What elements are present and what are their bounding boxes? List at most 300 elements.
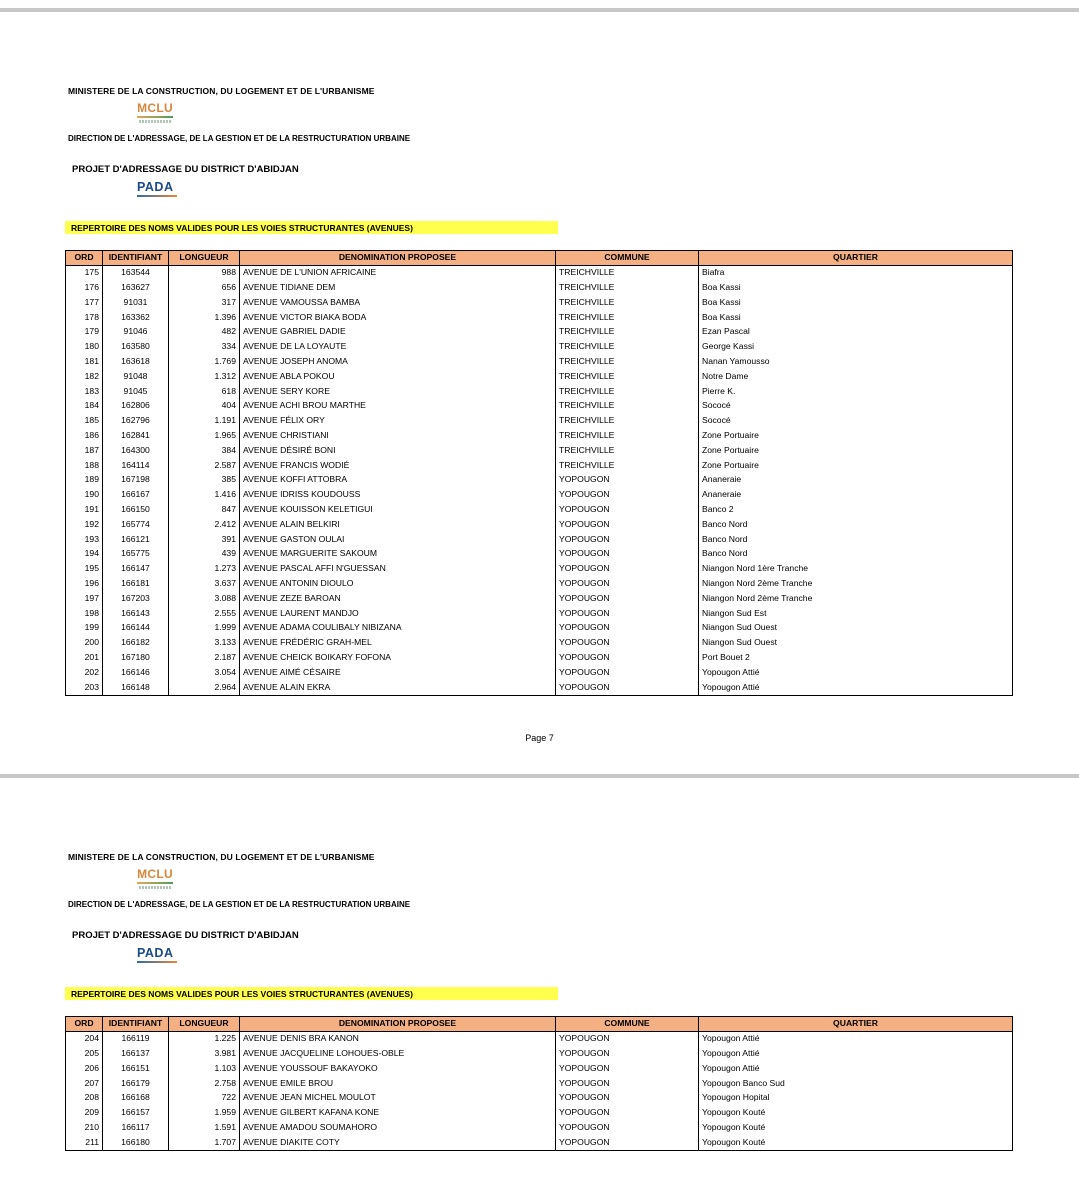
cell-denomination: AVENUE DE LA LOYAUTE	[240, 340, 556, 355]
cell-denomination: AVENUE DENIS BRA KANON	[240, 1031, 556, 1046]
table-row	[66, 1106, 1013, 1121]
cell-longueur: 1.416	[169, 488, 240, 503]
cell-ord: 186	[66, 429, 103, 444]
cell-identifiant: 166121	[103, 532, 169, 547]
cell-identifiant: 163580	[103, 340, 169, 355]
table-row	[66, 680, 1013, 695]
table-header-row	[66, 251, 1013, 266]
table-row	[66, 369, 1013, 384]
cell-ord: 195	[66, 562, 103, 577]
cell-longueur: 385	[169, 473, 240, 488]
cell-ord: 207	[66, 1076, 103, 1091]
cell-identifiant: 166137	[103, 1047, 169, 1062]
cell-denomination: AVENUE GILBERT KAFANA KONE	[240, 1106, 556, 1121]
cell-identifiant: 91046	[103, 325, 169, 340]
cell-commune: YOPOUGON	[556, 651, 699, 666]
cell-commune: TREICHVILLE	[556, 355, 699, 370]
table-row	[66, 414, 1013, 429]
cell-longueur: 2.587	[169, 458, 240, 473]
table-row	[66, 310, 1013, 325]
table-row	[66, 399, 1013, 414]
cell-ord: 188	[66, 458, 103, 473]
cell-ord: 204	[66, 1031, 103, 1046]
cell-identifiant: 91048	[103, 369, 169, 384]
cell-quartier: Boa Kassi	[699, 295, 1013, 310]
cell-denomination: AVENUE EMILE BROU	[240, 1076, 556, 1091]
col-header-identifiant: IDENTIFIANT	[103, 251, 169, 266]
cell-quartier: Port Bouet 2	[699, 651, 1013, 666]
cell-denomination: AVENUE VAMOUSSA BAMBA	[240, 295, 556, 310]
cell-denomination: AVENUE YOUSSOUF BAKAYOKO	[240, 1061, 556, 1076]
cell-ord: 201	[66, 651, 103, 666]
col-header-quartier: QUARTIER	[699, 251, 1013, 266]
cell-denomination: AVENUE KOUISSON KELETIGUI	[240, 503, 556, 518]
cell-denomination: AVENUE JEAN MICHEL MOULOT	[240, 1091, 556, 1106]
cell-identifiant: 91045	[103, 384, 169, 399]
cell-denomination: AVENUE FÉLIX ORY	[240, 414, 556, 429]
cell-denomination: AVENUE TIDIANE DEM	[240, 281, 556, 296]
cell-denomination: AVENUE AMADOU SOUMAHORO	[240, 1121, 556, 1136]
cell-quartier: Zone Portuaire	[699, 458, 1013, 473]
cell-denomination: AVENUE ABLA POKOU	[240, 369, 556, 384]
page-separator-top	[0, 8, 1079, 12]
table-row	[66, 340, 1013, 355]
table-row	[66, 384, 1013, 399]
table-row	[66, 532, 1013, 547]
cell-ord: 208	[66, 1091, 103, 1106]
table-row	[66, 562, 1013, 577]
cell-commune: YOPOUGON	[556, 488, 699, 503]
mclu-logo	[133, 867, 177, 889]
mclu-logo-bar	[137, 882, 173, 884]
col-header-identifiant: IDENTIFIANT	[103, 1017, 169, 1032]
mclu-logo-tagline	[139, 886, 171, 889]
cell-commune: TREICHVILLE	[556, 295, 699, 310]
cell-quartier: Yopougon Kouté	[699, 1106, 1013, 1121]
cell-longueur: 3.088	[169, 591, 240, 606]
cell-ord: 209	[66, 1106, 103, 1121]
cell-identifiant: 163362	[103, 310, 169, 325]
cell-longueur: 1.959	[169, 1106, 240, 1121]
cell-quartier: Zone Portuaire	[699, 429, 1013, 444]
mclu-logo-bar	[137, 116, 173, 118]
table-row	[66, 606, 1013, 621]
cell-longueur: 847	[169, 503, 240, 518]
cell-longueur: 2.555	[169, 606, 240, 621]
ministry-title: MINISTERE DE LA CONSTRUCTION, DU LOGEMENT ET DE L'URBANISME	[68, 86, 375, 96]
directory-banner: REPERTOIRE DES NOMS VALIDES POUR LES VOIES STRUCTURANTES (AVENUES)	[65, 221, 558, 234]
cell-denomination: AVENUE ZEZE BAROAN	[240, 591, 556, 606]
cell-quartier: Yopougon Attié	[699, 680, 1013, 695]
pada-logo	[137, 946, 181, 966]
cell-ord: 194	[66, 547, 103, 562]
cell-identifiant: 166182	[103, 636, 169, 651]
cell-quartier: Yopougon Attié	[699, 665, 1013, 680]
pada-logo-bar	[137, 961, 177, 963]
cell-ord: 177	[66, 295, 103, 310]
cell-denomination: AVENUE GABRIEL DADIE	[240, 325, 556, 340]
cell-commune: YOPOUGON	[556, 1121, 699, 1136]
cell-longueur: 1.312	[169, 369, 240, 384]
table-row	[66, 1047, 1013, 1062]
cell-commune: TREICHVILLE	[556, 414, 699, 429]
cell-denomination: AVENUE MARGUERITE SAKOUM	[240, 547, 556, 562]
cell-denomination: AVENUE AIMÉ CÉSAIRE	[240, 665, 556, 680]
cell-ord: 200	[66, 636, 103, 651]
cell-identifiant: 162841	[103, 429, 169, 444]
cell-identifiant: 162796	[103, 414, 169, 429]
cell-longueur: 2.412	[169, 517, 240, 532]
cell-commune: YOPOUGON	[556, 577, 699, 592]
cell-longueur: 1.965	[169, 429, 240, 444]
cell-ord: 211	[66, 1135, 103, 1150]
page-separator-middle	[0, 774, 1079, 778]
cell-longueur: 1.396	[169, 310, 240, 325]
cell-longueur: 2.758	[169, 1076, 240, 1091]
cell-denomination: AVENUE FRANCIS WODIÉ	[240, 458, 556, 473]
pada-logo	[137, 180, 181, 200]
cell-identifiant: 164300	[103, 443, 169, 458]
cell-identifiant: 163618	[103, 355, 169, 370]
table-row	[66, 1061, 1013, 1076]
col-header-denomination: DENOMINATION PROPOSEE	[240, 251, 556, 266]
table-row	[66, 1135, 1013, 1150]
cell-denomination: AVENUE ACHI BROU MARTHE	[240, 399, 556, 414]
cell-quartier: Banco Nord	[699, 517, 1013, 532]
cell-longueur: 1.707	[169, 1135, 240, 1150]
cell-identifiant: 163544	[103, 265, 169, 280]
cell-denomination: AVENUE JOSEPH ANOMA	[240, 355, 556, 370]
cell-commune: YOPOUGON	[556, 1135, 699, 1150]
cell-identifiant: 166143	[103, 606, 169, 621]
cell-identifiant: 167203	[103, 591, 169, 606]
mclu-logo-tagline	[139, 120, 171, 123]
cell-denomination: AVENUE PASCAL AFFI N'GUESSAN	[240, 562, 556, 577]
cell-longueur: 2.964	[169, 680, 240, 695]
cell-identifiant: 167198	[103, 473, 169, 488]
table-body-page-2	[66, 1031, 1013, 1150]
cell-longueur: 317	[169, 295, 240, 310]
table-row	[66, 651, 1013, 666]
table-row	[66, 636, 1013, 651]
cell-quartier: Yopougon Attié	[699, 1031, 1013, 1046]
cell-longueur: 334	[169, 340, 240, 355]
table-row	[66, 1076, 1013, 1091]
cell-quartier: Niangon Sud Est	[699, 606, 1013, 621]
pada-logo-text: PADA	[137, 180, 174, 194]
table-row	[66, 577, 1013, 592]
col-header-commune: COMMUNE	[556, 1017, 699, 1032]
cell-commune: YOPOUGON	[556, 1106, 699, 1121]
cell-ord: 196	[66, 577, 103, 592]
cell-commune: YOPOUGON	[556, 503, 699, 518]
cell-commune: TREICHVILLE	[556, 281, 699, 296]
cell-commune: YOPOUGON	[556, 1061, 699, 1076]
cell-commune: TREICHVILLE	[556, 429, 699, 444]
cell-commune: TREICHVILLE	[556, 369, 699, 384]
cell-longueur: 384	[169, 443, 240, 458]
table-row	[66, 458, 1013, 473]
cell-longueur: 2.187	[169, 651, 240, 666]
cell-ord: 192	[66, 517, 103, 532]
cell-denomination: AVENUE KOFFI ATTOBRA	[240, 473, 556, 488]
cell-longueur: 391	[169, 532, 240, 547]
table-row	[66, 325, 1013, 340]
cell-longueur: 1.225	[169, 1031, 240, 1046]
cell-ord: 206	[66, 1061, 103, 1076]
cell-quartier: Yopougon Hopital	[699, 1091, 1013, 1106]
cell-quartier: Niangon Nord 2ème Tranche	[699, 577, 1013, 592]
cell-longueur: 3.981	[169, 1047, 240, 1062]
table-row	[66, 488, 1013, 503]
cell-identifiant: 167180	[103, 651, 169, 666]
cell-quartier: Niangon Sud Ouest	[699, 636, 1013, 651]
cell-identifiant: 166167	[103, 488, 169, 503]
pada-logo-bar	[137, 195, 177, 197]
cell-denomination: AVENUE VICTOR BIAKA BODA	[240, 310, 556, 325]
cell-longueur: 3.637	[169, 577, 240, 592]
cell-quartier: Nanan Yamousso	[699, 355, 1013, 370]
cell-commune: TREICHVILLE	[556, 340, 699, 355]
table-row	[66, 429, 1013, 444]
cell-ord: 202	[66, 665, 103, 680]
cell-quartier: Banco 2	[699, 503, 1013, 518]
cell-ord: 184	[66, 399, 103, 414]
table-row	[66, 503, 1013, 518]
table-header-row	[66, 1017, 1013, 1032]
pada-logo-text: PADA	[137, 946, 174, 960]
cell-denomination: AVENUE IDRISS KOUDOUSS	[240, 488, 556, 503]
cell-denomination: AVENUE ADAMA COULIBALY NIBIZANA	[240, 621, 556, 636]
col-header-denomination: DENOMINATION PROPOSEE	[240, 1017, 556, 1032]
cell-longueur: 722	[169, 1091, 240, 1106]
cell-quartier: Sococé	[699, 414, 1013, 429]
cell-identifiant: 166146	[103, 665, 169, 680]
cell-denomination: AVENUE ALAIN EKRA	[240, 680, 556, 695]
cell-ord: 210	[66, 1121, 103, 1136]
cell-identifiant: 166147	[103, 562, 169, 577]
cell-longueur: 656	[169, 281, 240, 296]
cell-denomination: AVENUE DÉSIRÉ BONI	[240, 443, 556, 458]
cell-longueur: 1.999	[169, 621, 240, 636]
cell-ord: 182	[66, 369, 103, 384]
cell-quartier: Niangon Nord 2ème Tranche	[699, 591, 1013, 606]
table-row	[66, 1091, 1013, 1106]
cell-ord: 183	[66, 384, 103, 399]
cell-longueur: 988	[169, 265, 240, 280]
cell-longueur: 404	[169, 399, 240, 414]
col-header-ord: ORD	[66, 251, 103, 266]
cell-ord: 190	[66, 488, 103, 503]
cell-denomination: AVENUE FRÉDÉRIC GRAH-MEL	[240, 636, 556, 651]
cell-quartier: Niangon Sud Ouest	[699, 621, 1013, 636]
cell-quartier: Yopougon Banco Sud	[699, 1076, 1013, 1091]
cell-longueur: 3.133	[169, 636, 240, 651]
cell-identifiant: 166150	[103, 503, 169, 518]
cell-identifiant: 162806	[103, 399, 169, 414]
cell-ord: 189	[66, 473, 103, 488]
table-row	[66, 1121, 1013, 1136]
cell-commune: YOPOUGON	[556, 591, 699, 606]
table-row	[66, 355, 1013, 370]
cell-quartier: Sococé	[699, 399, 1013, 414]
cell-longueur: 1.191	[169, 414, 240, 429]
cell-quartier: George Kassi	[699, 340, 1013, 355]
mclu-logo-text: MCLU	[137, 101, 173, 115]
mclu-logo	[133, 101, 177, 123]
cell-longueur: 1.769	[169, 355, 240, 370]
directory-banner: REPERTOIRE DES NOMS VALIDES POUR LES VOIES STRUCTURANTES (AVENUES)	[65, 987, 558, 1000]
cell-longueur: 439	[169, 547, 240, 562]
cell-quartier: Banco Nord	[699, 547, 1013, 562]
table-row	[66, 547, 1013, 562]
cell-longueur: 1.103	[169, 1061, 240, 1076]
cell-quartier: Boa Kassi	[699, 310, 1013, 325]
cell-identifiant: 166151	[103, 1061, 169, 1076]
cell-commune: YOPOUGON	[556, 517, 699, 532]
cell-commune: YOPOUGON	[556, 1047, 699, 1062]
table-row	[66, 621, 1013, 636]
table-row	[66, 265, 1013, 280]
cell-quartier: Ananeraie	[699, 488, 1013, 503]
cell-commune: YOPOUGON	[556, 1076, 699, 1091]
cell-commune: YOPOUGON	[556, 562, 699, 577]
direction-title: DIRECTION DE L'ADRESSAGE, DE LA GESTION ET DE LA RESTRUCTURATION URBAINE	[68, 134, 411, 143]
cell-quartier: Ananeraie	[699, 473, 1013, 488]
table-row	[66, 1031, 1013, 1046]
cell-ord: 199	[66, 621, 103, 636]
cell-denomination: AVENUE ALAIN BELKIRI	[240, 517, 556, 532]
cell-ord: 205	[66, 1047, 103, 1062]
cell-denomination: AVENUE GASTON OULAI	[240, 532, 556, 547]
cell-commune: YOPOUGON	[556, 665, 699, 680]
cell-commune: YOPOUGON	[556, 547, 699, 562]
cell-denomination: AVENUE DIAKITE COTY	[240, 1135, 556, 1150]
cell-ord: 176	[66, 281, 103, 296]
cell-denomination: AVENUE DE L'UNION AFRICAINE	[240, 265, 556, 280]
cell-denomination: AVENUE SERY KORE	[240, 384, 556, 399]
cell-ord: 185	[66, 414, 103, 429]
cell-longueur: 618	[169, 384, 240, 399]
cell-denomination: AVENUE JACQUELINE LOHOUES-OBLE	[240, 1047, 556, 1062]
table-row	[66, 591, 1013, 606]
cell-quartier: Boa Kassi	[699, 281, 1013, 296]
cell-identifiant: 164114	[103, 458, 169, 473]
cell-quartier: Banco Nord	[699, 532, 1013, 547]
cell-identifiant: 166117	[103, 1121, 169, 1136]
cell-longueur: 1.273	[169, 562, 240, 577]
cell-commune: TREICHVILLE	[556, 384, 699, 399]
cell-ord: 175	[66, 265, 103, 280]
cell-identifiant: 166181	[103, 577, 169, 592]
table-row	[66, 281, 1013, 296]
cell-ord: 191	[66, 503, 103, 518]
cell-ord: 179	[66, 325, 103, 340]
cell-identifiant: 166148	[103, 680, 169, 695]
cell-quartier: Pierre K.	[699, 384, 1013, 399]
cell-identifiant: 91031	[103, 295, 169, 310]
mclu-logo-text: MCLU	[137, 867, 173, 881]
cell-identifiant: 166157	[103, 1106, 169, 1121]
cell-commune: YOPOUGON	[556, 1091, 699, 1106]
cell-longueur: 482	[169, 325, 240, 340]
cell-quartier: Notre Dame	[699, 369, 1013, 384]
cell-commune: TREICHVILLE	[556, 265, 699, 280]
cell-ord: 178	[66, 310, 103, 325]
col-header-quartier: QUARTIER	[699, 1017, 1013, 1032]
cell-ord: 198	[66, 606, 103, 621]
cell-denomination: AVENUE CHEICK BOIKARY FOFONA	[240, 651, 556, 666]
cell-commune: TREICHVILLE	[556, 458, 699, 473]
cell-quartier: Zone Portuaire	[699, 443, 1013, 458]
cell-longueur: 3.054	[169, 665, 240, 680]
table-row	[66, 443, 1013, 458]
cell-denomination: AVENUE LAURENT MANDJO	[240, 606, 556, 621]
cell-quartier: Yopougon Kouté	[699, 1135, 1013, 1150]
cell-commune: TREICHVILLE	[556, 310, 699, 325]
project-title: PROJET D'ADRESSAGE DU DISTRICT D'ABIDJAN	[72, 164, 299, 175]
cell-identifiant: 165774	[103, 517, 169, 532]
cell-commune: YOPOUGON	[556, 473, 699, 488]
col-header-longueur: LONGUEUR	[169, 1017, 240, 1032]
cell-commune: TREICHVILLE	[556, 443, 699, 458]
cell-ord: 197	[66, 591, 103, 606]
cell-quartier: Niangon Nord 1ère Tranche	[699, 562, 1013, 577]
cell-quartier: Yopougon Attié	[699, 1047, 1013, 1062]
cell-identifiant: 166144	[103, 621, 169, 636]
cell-ord: 181	[66, 355, 103, 370]
cell-quartier: Biafra	[699, 265, 1013, 280]
cell-commune: YOPOUGON	[556, 606, 699, 621]
page-number: Page 7	[525, 733, 554, 743]
table-row	[66, 473, 1013, 488]
cell-quartier: Yopougon Kouté	[699, 1121, 1013, 1136]
table-row	[66, 665, 1013, 680]
direction-title: DIRECTION DE L'ADRESSAGE, DE LA GESTION ET DE LA RESTRUCTURATION URBAINE	[68, 900, 411, 909]
avenues-table-page-1	[65, 250, 1013, 696]
cell-commune: YOPOUGON	[556, 532, 699, 547]
cell-commune: TREICHVILLE	[556, 325, 699, 340]
cell-commune: TREICHVILLE	[556, 399, 699, 414]
cell-identifiant: 163627	[103, 281, 169, 296]
cell-identifiant: 166179	[103, 1076, 169, 1091]
cell-commune: YOPOUGON	[556, 680, 699, 695]
cell-identifiant: 166119	[103, 1031, 169, 1046]
cell-ord: 180	[66, 340, 103, 355]
cell-identifiant: 165775	[103, 547, 169, 562]
ministry-title: MINISTERE DE LA CONSTRUCTION, DU LOGEMENT ET DE L'URBANISME	[68, 852, 375, 862]
project-title: PROJET D'ADRESSAGE DU DISTRICT D'ABIDJAN	[72, 930, 299, 941]
col-header-longueur: LONGUEUR	[169, 251, 240, 266]
table-body-page-1	[66, 265, 1013, 695]
table-row	[66, 295, 1013, 310]
cell-commune: YOPOUGON	[556, 621, 699, 636]
cell-quartier: Ezan Pascal	[699, 325, 1013, 340]
cell-identifiant: 166180	[103, 1135, 169, 1150]
cell-ord: 187	[66, 443, 103, 458]
table-row	[66, 517, 1013, 532]
avenues-table-page-2	[65, 1016, 1013, 1151]
cell-ord: 193	[66, 532, 103, 547]
cell-denomination: AVENUE ANTONIN DIOULO	[240, 577, 556, 592]
col-header-commune: COMMUNE	[556, 251, 699, 266]
cell-ord: 203	[66, 680, 103, 695]
cell-denomination: AVENUE CHRISTIANI	[240, 429, 556, 444]
cell-commune: YOPOUGON	[556, 1031, 699, 1046]
col-header-ord: ORD	[66, 1017, 103, 1032]
cell-commune: YOPOUGON	[556, 636, 699, 651]
cell-longueur: 1.591	[169, 1121, 240, 1136]
